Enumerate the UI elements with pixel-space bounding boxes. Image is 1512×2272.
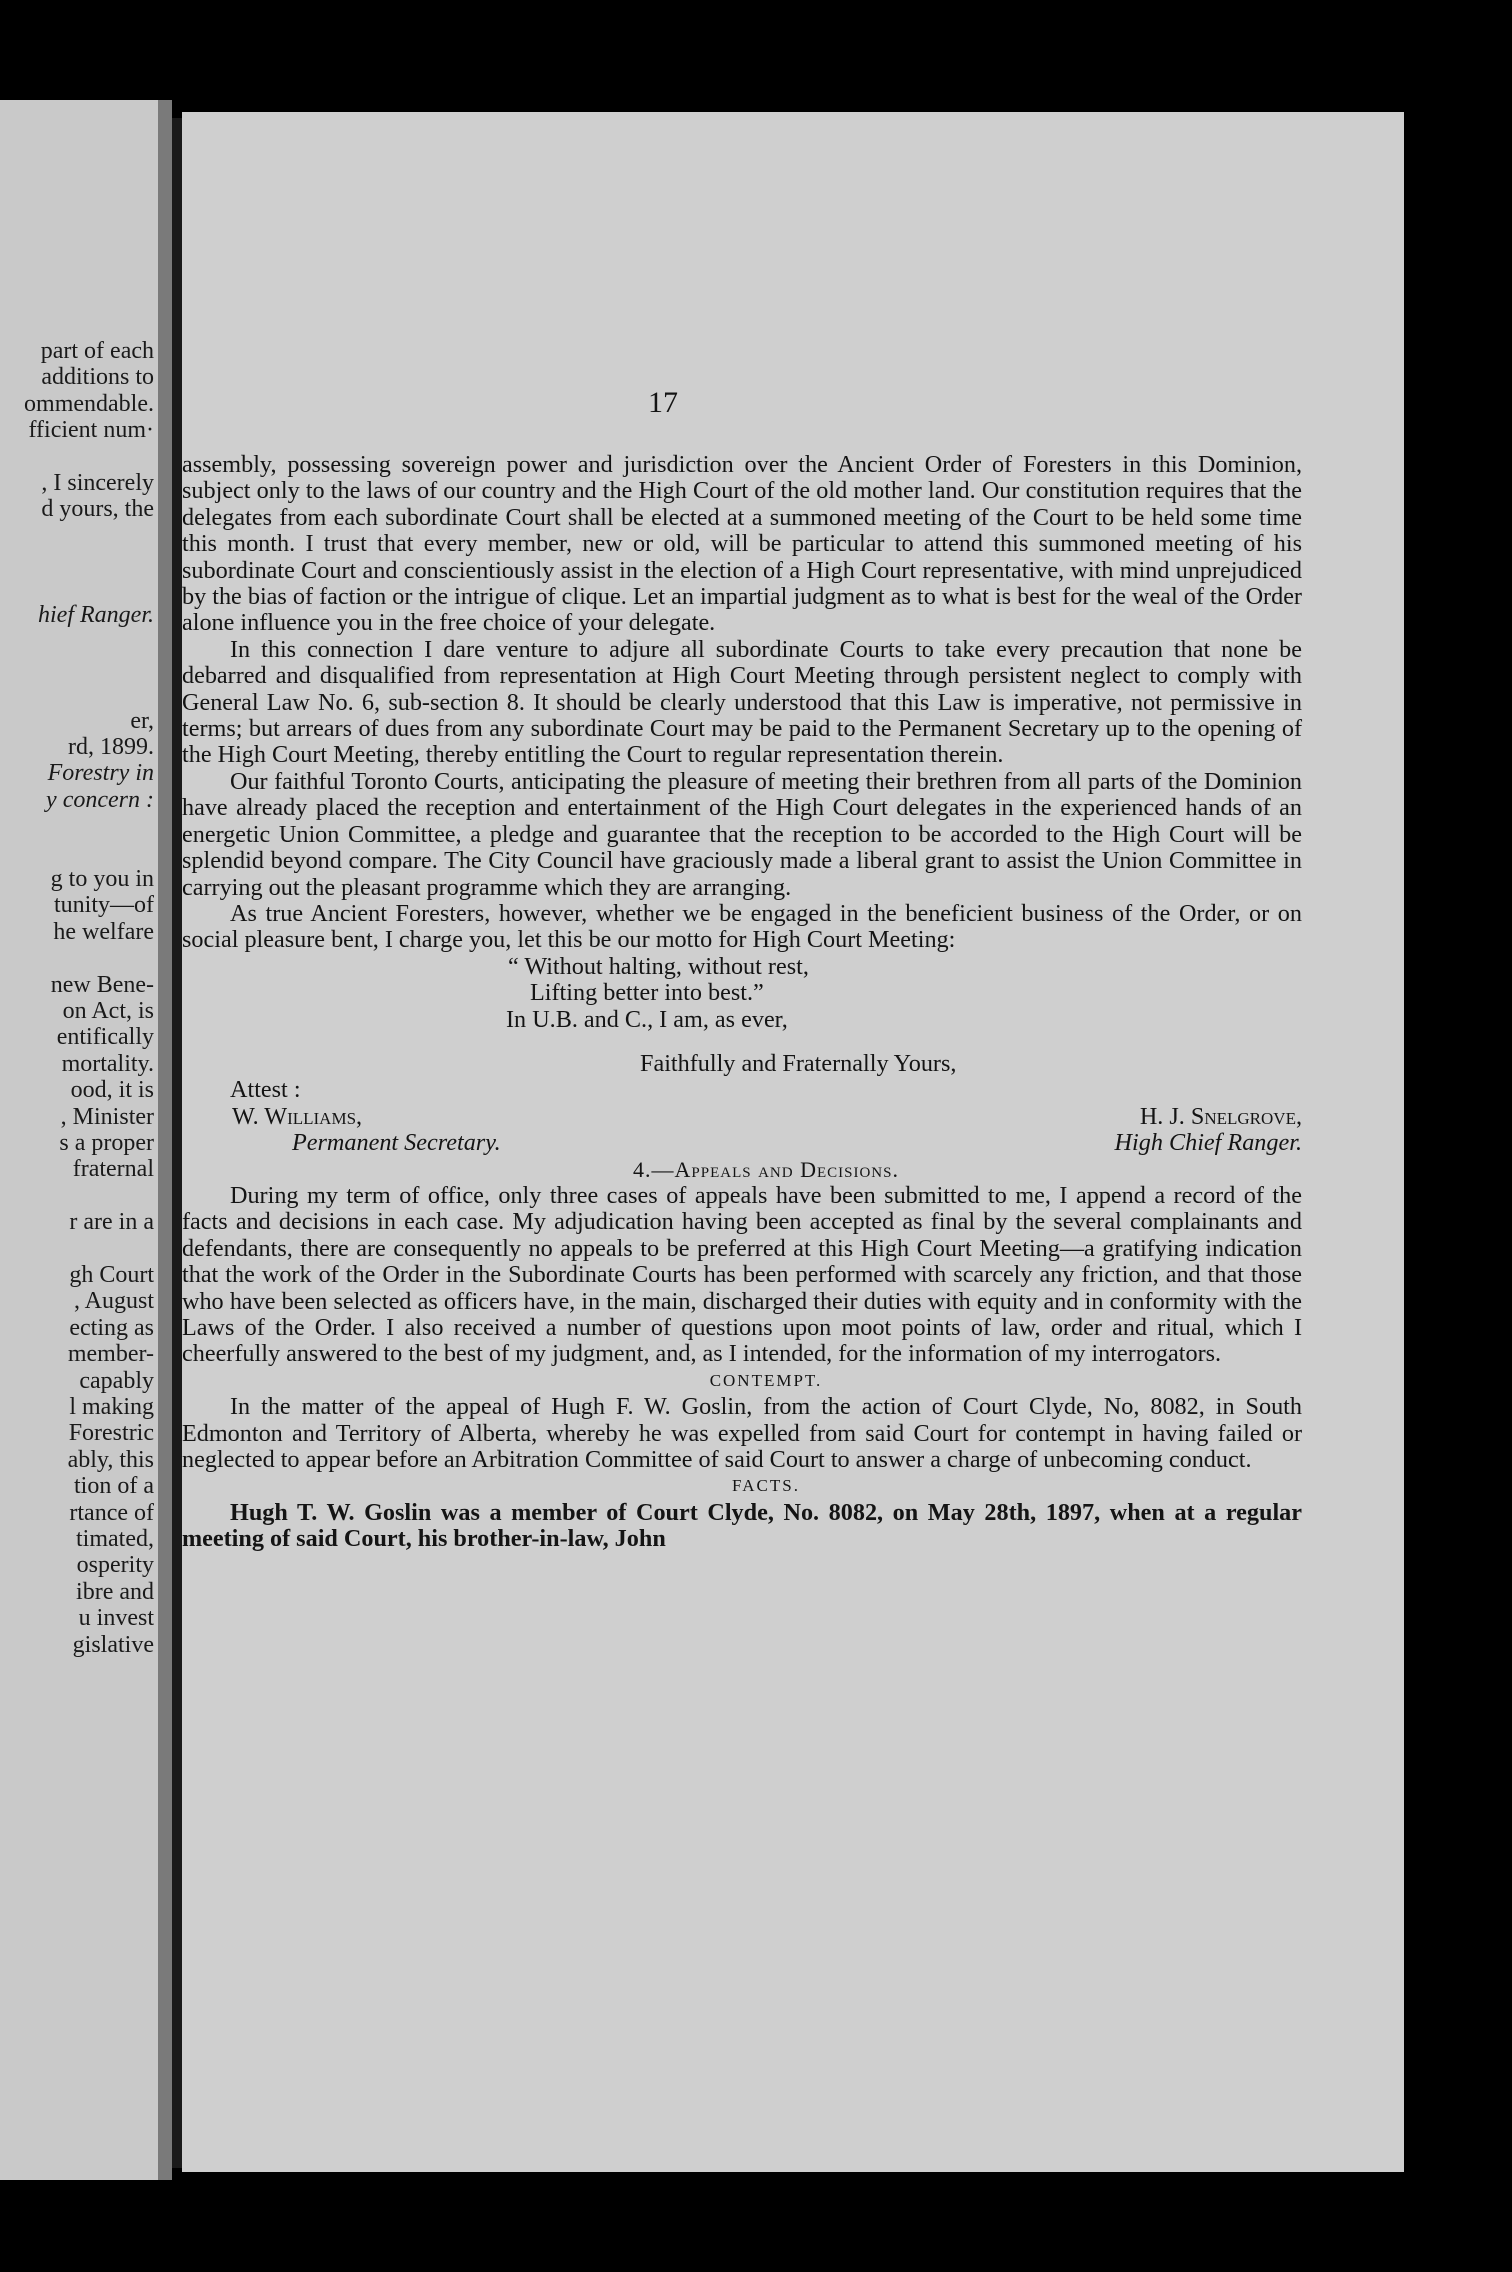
signature-names [182, 1104, 1302, 1130]
facing-page-line: new Bene- [50, 971, 154, 998]
signoff: Faithfully and Fraternally Yours, [640, 1049, 957, 1077]
verse-line-1: “ Without halting, without rest, [508, 952, 809, 980]
facing-page-line: ood, it is [70, 1077, 154, 1104]
facing-page-line: s a proper [59, 1130, 154, 1156]
paragraph-contempt: In the matter of the appeal of Hugh F. W. Goslin, from the action of Court Clyde, No, 8082, in South Edmonton and Territory of Alberta, whereby he was expelled from said Court for contempt in having failed or neglected to appear before an Arbitration Committee of said Court to answer a charge of unbecoming conduct. [182, 1393, 1302, 1474]
facing-page-line: additions to [41, 364, 154, 391]
facing-page-line: fficient num· [28, 417, 154, 444]
facing-page-line: rd, 1899. [68, 734, 154, 760]
facing-page-line: mortality. [61, 1050, 154, 1077]
section-heading: 4.—Appeals and Decisions. [633, 1156, 899, 1182]
binding-edge [172, 118, 182, 2168]
facing-page-line: capably [79, 1367, 154, 1394]
facing-page-line: rtance of [69, 1499, 154, 1526]
facing-page-line: u invest [78, 1605, 154, 1632]
facing-page-line: , Minister [60, 1103, 154, 1130]
facing-page-line: , August [73, 1288, 154, 1315]
facing-page-line: er, [130, 707, 154, 734]
facing-page-line: l making [69, 1394, 154, 1420]
facing-page-line: hief Ranger. [38, 602, 154, 628]
paragraph-motto: As true Ancient Foresters, however, whether we be engaged in the beneficient business of the Order, or on social pleasure bent, I charge you, let this be our motto for High Court Meeting: [182, 899, 1302, 954]
facing-page-line: ably, this [67, 1446, 154, 1473]
signature-left-title: Permanent Secretary. [292, 1129, 501, 1157]
subhead-contempt: CONTEMPT. [709, 1370, 823, 1390]
facing-page-line: d yours, the [41, 496, 154, 523]
facing-page-line: r are in a [69, 1209, 154, 1236]
facing-page-line: ibre and [76, 1578, 154, 1605]
paragraph-representation: In this connection I dare venture to adjure all subordinate Courts to take every precaution that none be debarred and disqualified from representation at High Court Meeting through persistent neglect to comply with General Law No. 6, sub-section 8. It should be clearly understood that this Law is imperative, not permissive in terms; but arrears of dues from any subordinate Court may be paid to the Permanent Secretary up to the opening of the High Court Meeting, thereby entitling the Court to regular representation therein. [182, 635, 1302, 769]
facing-page-line: gislative [72, 1631, 154, 1658]
paragraph-toronto-courts: Our faithful Toronto Courts, anticipating the pleasure of meeting their brethren from all parts of the Dominion have already placed the reception and entertainment of the High Court delegates in the experienced hands of an energetic Union Committee, a pledge and guarantee that the reception to be accorded to the High Court will be splendid beyond compare. The City Council have graciously made a liberal grant to assist the Union Committee in carrying out the pleasant programme which they are arranging. [182, 767, 1302, 901]
paragraph-delegates: assembly, possessing sovereign power and jurisdiction over the Ancient Order of Foresters in this Dominion, subject only to the laws of our country and the High Court of the old mother land. Our constitution requires that the delegates from each subordinate Court shall be elected at a summoned meeting of the Court to be held some time this month. I trust that every member, new or old, will be particular to attend this summoned meeting of his subordinate Court and conscientiously assist in the election of a High Court representative, with mind unprejudiced by the bias of faction or the intrigue of clique. Let an impartial judgment as to what is best for the weal of the Order alone influence you in the free choice of your delegate. [182, 451, 1302, 637]
facing-page-line: part of each [40, 338, 154, 364]
verse-line-2: Lifting better into best.” [530, 979, 764, 1007]
facing-page-line: member- [67, 1341, 154, 1368]
facing-page-fragment [0, 100, 158, 2180]
facing-page-line: tion of a [74, 1473, 154, 1500]
facing-page-line: osperity [76, 1552, 154, 1579]
facing-page-line: entifically [56, 1024, 154, 1051]
facing-page-line: timated, [76, 1526, 154, 1552]
attest-label: Attest : [230, 1076, 301, 1104]
facing-page-line: fraternal [72, 1156, 154, 1183]
facing-page-line: Forestry in [47, 760, 154, 787]
facing-page-line: Forestric [68, 1420, 154, 1447]
page-number: 17 [648, 386, 678, 419]
signature-left-name: W. Williams, [232, 1102, 363, 1130]
facing-page-line: on Act, is [62, 998, 154, 1024]
facing-page-line: y concern : [46, 786, 154, 813]
document-page [182, 112, 1404, 2172]
page-body [182, 452, 1302, 1553]
signature-right-name: H. J. Snelgrove, [1139, 1102, 1302, 1130]
facing-page-line: , I sincerely [41, 470, 154, 496]
facing-page-line: gh Court [69, 1262, 154, 1288]
closing-line: In U.B. and C., I am, as ever, [506, 1005, 788, 1033]
signature-right-title: High Chief Ranger. [1114, 1129, 1302, 1157]
page-gutter [158, 100, 172, 2180]
facing-page-line: tunity—of [54, 892, 154, 919]
paragraph-facts: Hugh T. W. Goslin was a member of Court Clyde, No. 8082, on May 28th, 1897, when at a regular meeting of said Court, his brother-in-law, John [182, 1498, 1302, 1553]
signature-titles [182, 1130, 1302, 1156]
paragraph-appeals: During my term of office, only three cases of appeals have been submitted to me, I append a record of the facts and decisions in each case. My adjudication having been accepted as final by the several complainants and defendants, there are consequently no appeals to be preferred at this High Court Meeting—a gratifying indication that the work of the Order in the Subordinate Courts has been performed with scarcely any friction, and that those who have been selected as officers have, in the main, discharged their duties with equity and in conformity with the Laws of the Order. I also received a number of questions upon moot points of law, order and ritual, which I cheerfully answered to the best of my judgment, and, as I intended, for the information of my interrogators. [182, 1181, 1302, 1368]
subhead-facts: FACTS. [732, 1476, 800, 1496]
facing-page-line: he welfare [53, 918, 154, 945]
facing-page-line: ecting as [69, 1314, 154, 1341]
facing-page-line: g to you in [50, 866, 154, 892]
facing-page-line: ommendable. [24, 390, 154, 417]
